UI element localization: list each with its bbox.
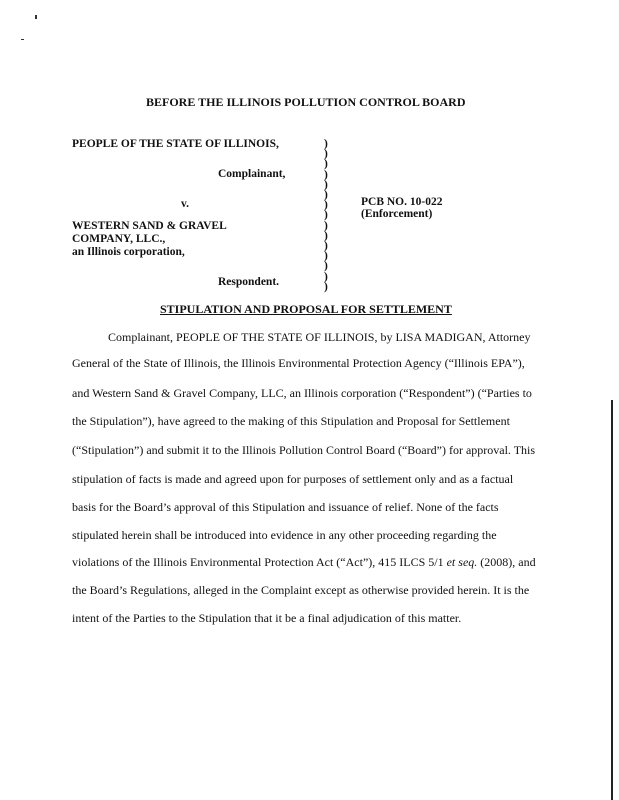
caption-divider: [324, 139, 328, 292]
body-line: Complainant, PEOPLE OF THE STATE OF ILLINOIS, by LISA MADIGAN, Attorney: [108, 330, 531, 344]
caption-paren: ): [324, 158, 328, 171]
scan-edge-line: [611, 400, 613, 800]
scan-speck: [21, 39, 24, 40]
caption-paren: ): [324, 189, 328, 202]
versus-label: v.: [181, 198, 189, 210]
citation-tail: (2008), and: [477, 555, 536, 569]
case-number: PCB NO. 10-022: [361, 196, 443, 208]
document-title: STIPULATION AND PROPOSAL FOR SETTLEMENT: [160, 302, 452, 316]
respondent-role: Respondent.: [218, 276, 280, 288]
caption-paren: ): [324, 148, 328, 161]
caption-paren: ): [324, 199, 328, 212]
caption-paren: ): [324, 168, 328, 181]
complainant-role: Complainant,: [218, 168, 286, 180]
caption-paren: ): [324, 229, 328, 242]
scan-speck: [35, 15, 37, 19]
caption-paren: ): [324, 270, 328, 283]
body-line: the Board’s Regulations, alleged in the Complaint except as otherwise provided herein. It is the: [72, 583, 530, 597]
caption-paren: ): [324, 260, 328, 273]
caption-paren: ): [324, 178, 328, 191]
case-type: (Enforcement): [361, 208, 433, 220]
citation-text: violations of the Illinois Environmental Protection Act (“Act”), 415 ILCS 5/1: [72, 555, 447, 569]
respondent-name-line3: an Illinois corporation,: [72, 246, 185, 258]
court-heading: BEFORE THE ILLINOIS POLLUTION CONTROL BOARD: [146, 95, 466, 109]
citation-italic: et seq.: [446, 555, 478, 569]
body-line-citation: [72, 555, 536, 570]
respondent-name-line1: WESTERN SAND & GRAVEL: [72, 220, 227, 232]
body-line: the Stipulation”), have agreed to the making of this Stipulation and Proposal for Settlement: [72, 414, 510, 428]
caption-paren: ): [324, 209, 328, 222]
complainant-name: PEOPLE OF THE STATE OF ILLINOIS,: [72, 138, 279, 150]
caption-paren: ): [324, 280, 328, 293]
caption-paren: ): [324, 219, 328, 232]
body-line: (“Stipulation”) and submit it to the Illinois Pollution Control Board (“Board”) for approval. This: [72, 443, 536, 457]
respondent-name-line2: COMPANY, LLC.,: [72, 233, 166, 245]
body-line: and Western Sand & Gravel Company, LLC, an Illinois corporation (“Respondent”) (“Parties to: [72, 386, 532, 400]
body-line: basis for the Board’s approval of this Stipulation and issuance of relief. None of the facts: [72, 500, 499, 514]
body-line: intent of the Parties to the Stipulation that it be a final adjudication of this matter.: [72, 611, 462, 625]
body-line: stipulation of facts is made and agreed upon for purposes of settlement only and as a factual: [72, 472, 514, 486]
body-line: General of the State of Illinois, the Illinois Environmental Protection Agency (“Illinois EPA”),: [72, 356, 525, 370]
body-line: stipulated herein shall be introduced into evidence in any other proceeding regarding the: [72, 528, 497, 542]
caption-paren: ): [324, 138, 328, 150]
caption-paren: ): [324, 250, 328, 263]
caption-paren: ): [324, 240, 328, 253]
